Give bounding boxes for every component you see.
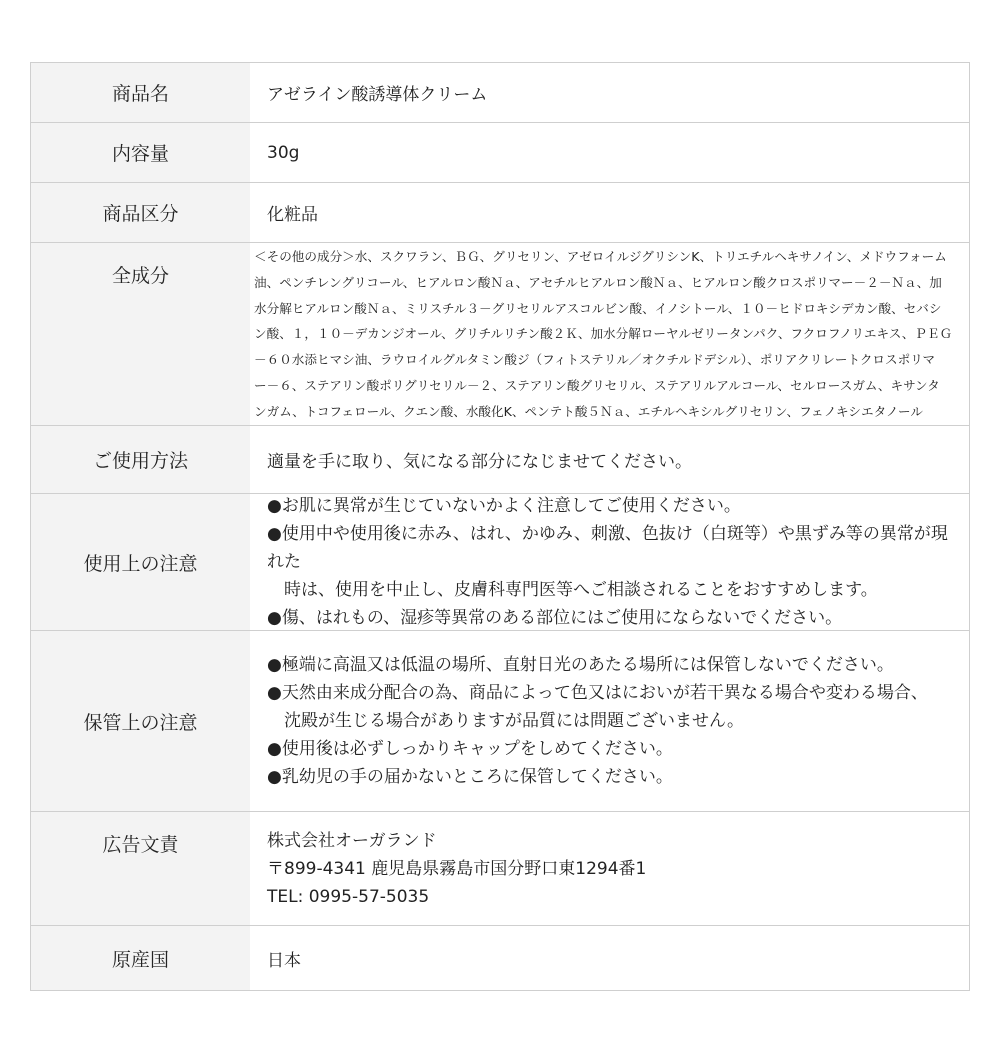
ingredients-line: －６０水添ヒマシ油、ラウロイルグルタミン酸ジ（フィトステリル／オクチルドデシル）、ポリアクリレートクロスポリマ <box>254 352 936 368</box>
row-usage <box>31 426 969 494</box>
row-origin <box>31 926 969 990</box>
row-product-name <box>31 63 969 123</box>
value-usage-caution <box>250 494 969 630</box>
caution-line: ●傷、はれもの、湿疹等異常のある部位にはご使用にならないでください。 <box>267 608 843 628</box>
label-ingredients: 全成分 <box>31 243 250 425</box>
storage-line: ●使用後は必ずしっかりキャップをしめてください。 <box>267 739 673 759</box>
storage-line: ●乳幼児の手の届かないところに保管してください。 <box>267 767 673 787</box>
storage-line: ●極端に高温又は低温の場所、直射日光のあたる場所には保管しないでください。 <box>267 655 894 675</box>
caution-line: ●使用中や使用後に赤み、はれ、かゆみ、刺激、色抜け（白斑等）や黒ずみ等の異常が現れた <box>267 524 948 572</box>
ingredients-line: ー－６、ステアリン酸ポリグリセリル－２、ステアリン酸グリセリル、ステアリルアルコール、セルロースガム、キサンタ <box>254 377 940 393</box>
value-origin: 日本 <box>267 950 301 971</box>
ingredients-line: ン酸、１，１０－デカンジオール、グリチルリチン酸２Ｋ、加水分解ローヤルゼリータンパク、フクロフノリエキス、ＰＥＧ <box>254 326 953 342</box>
label-usage: ご使用方法 <box>31 426 250 493</box>
label-storage-caution: 保管上の注意 <box>31 631 250 811</box>
label-advertiser: 広告文責 <box>31 812 250 925</box>
company-name: 株式会社オーガランド <box>267 830 437 851</box>
ingredients-line: 水分解ヒアルロン酸Ｎａ、ミリスチル３－グリセリルアスコルビン酸、イノシトール、１０－ヒドロキシデカン酸、セバシ <box>254 300 942 316</box>
ingredients-line: ンガム、トコフェロール、クエン酸、水酸化K、ペンテト酸５Ｎａ、エチルヘキシルグリセリン、フェノキシエタノール <box>254 403 923 419</box>
caution-line: ●お肌に異常が生じていないかよく注意してご使用ください。 <box>267 496 741 516</box>
value-storage-caution <box>250 631 969 811</box>
value-ingredients <box>250 243 969 425</box>
label-product-name: 商品名 <box>31 63 250 122</box>
label-usage-caution: 使用上の注意 <box>31 494 250 630</box>
label-category: 商品区分 <box>31 183 250 242</box>
row-ingredients <box>31 243 969 426</box>
storage-line: ●天然由来成分配合の為、商品によって色又はにおいが若干異なる場合や変わる場合、 <box>267 683 928 703</box>
ingredients-line: 油、ペンチレングリコール、ヒアルロン酸Ｎａ、アセチルヒアルロン酸Ｎａ、ヒアルロン酸クロスポリマー－２－Ｎａ、加 <box>254 274 942 290</box>
row-advertiser <box>31 812 969 926</box>
label-origin: 原産国 <box>31 926 250 990</box>
row-category <box>31 183 969 243</box>
value-advertiser <box>250 812 969 925</box>
product-spec-table <box>30 62 970 991</box>
caution-line: 時は、使用を中止し、皮膚科専門医等へご相談されることをおすすめします。 <box>284 580 878 600</box>
ingredients-line: ＜その他の成分＞水、スクワラン、ＢＧ、グリセリン、アゼロイルジグリシンK、トリエチルヘキサノイン、メドウフォーム <box>254 249 947 264</box>
value-usage: 適量を手に取り、気になる部分になじませてください。 <box>267 452 692 472</box>
row-usage-caution <box>31 494 969 631</box>
row-volume <box>31 123 969 183</box>
company-address: 〒899-4341 鹿児島県霧島市国分野口東1294番1 <box>267 858 647 879</box>
storage-line: 沈殿が生じる場合がありますが品質には問題ございません。 <box>284 711 745 731</box>
row-storage-caution <box>31 631 969 812</box>
value-product-name: アゼライン酸誘導体クリーム <box>267 85 488 105</box>
value-volume: 30g <box>267 142 300 163</box>
company-phone: TEL: 0995-57-5035 <box>267 886 430 907</box>
label-volume: 内容量 <box>31 123 250 182</box>
value-category: 化粧品 <box>267 205 318 225</box>
